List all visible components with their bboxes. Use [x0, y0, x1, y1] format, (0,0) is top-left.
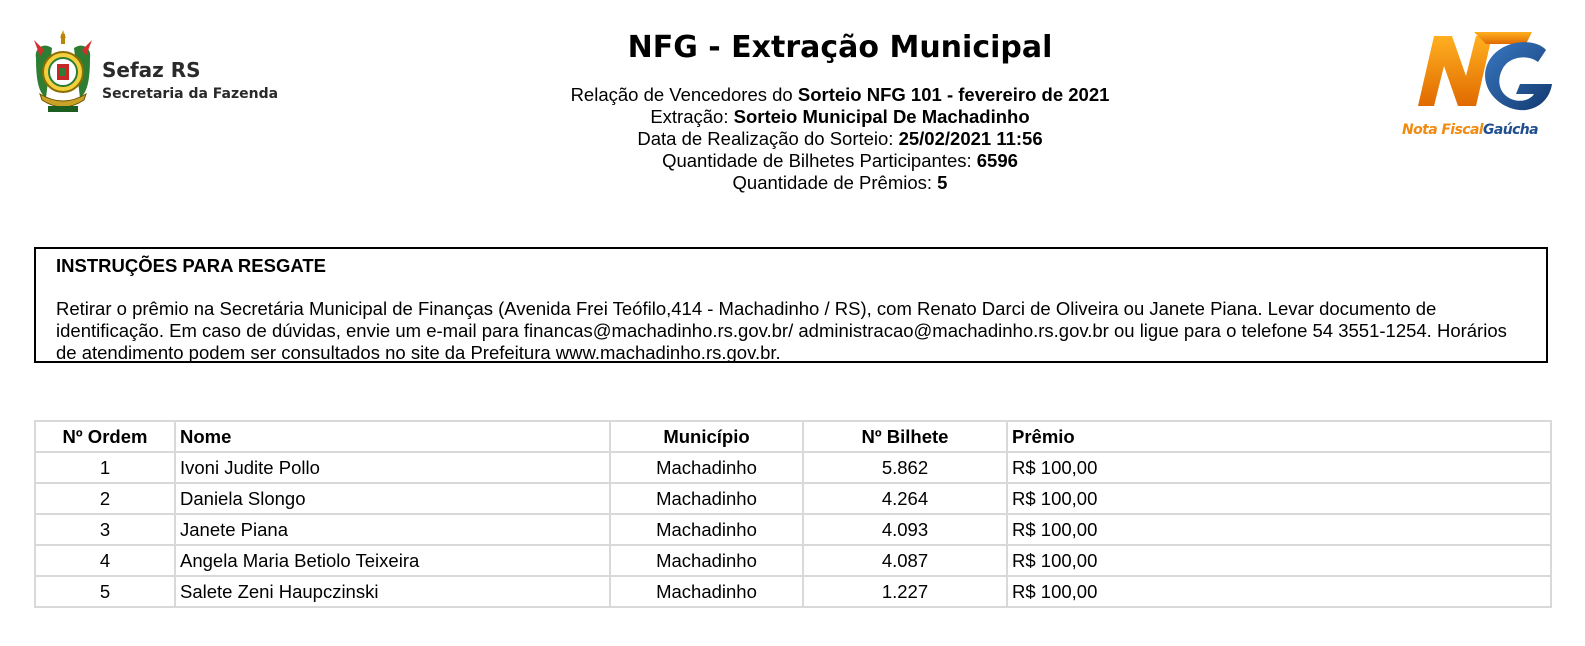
info-line-tickets — [300, 150, 1380, 172]
cell-name: Salete Zeni Haupczinski — [175, 576, 610, 607]
cell-prize: R$ 100,00 — [1007, 545, 1551, 576]
info-line-date — [300, 128, 1380, 150]
nfg-logo — [1400, 28, 1560, 148]
header-prize: Prêmio — [1007, 421, 1551, 452]
table-row — [35, 545, 1551, 576]
cell-order: 3 — [35, 514, 175, 545]
cell-order: 5 — [35, 576, 175, 607]
instructions-box — [34, 247, 1548, 363]
tickets-label: Quantidade de Bilhetes Participantes: — [662, 150, 977, 171]
table-header-row — [35, 421, 1551, 452]
info-line-draw — [300, 84, 1380, 106]
cell-name: Ivoni Judite Pollo — [175, 452, 610, 483]
instructions-text: Retirar o prêmio na Secretária Municipal de Finanças (Avenida Frei Teófilo,414 - Machadinho / RS), com Renato Darci de Oliveira ou Janete Piana. Levar documento de identificação. Em caso de dúvidas, envie um e-mail para financas@machadinho.rs.gov.br/ administracao@machadinho.rs.gov.br ou ligue para o telefone 54 3551-1254. Horários de atendimento podem ser consultados no site da Prefeitura www.machadinho.rs.gov.br. — [56, 298, 1507, 363]
cell-ticket: 5.862 — [803, 452, 1007, 483]
instructions-title: INSTRUÇÕES PARA RESGATE — [56, 255, 326, 276]
prizes-label: Quantidade de Prêmios: — [732, 172, 938, 193]
table-row — [35, 514, 1551, 545]
nfg-logo-icon — [1408, 28, 1558, 120]
date-value: 25/02/2021 11:56 — [898, 128, 1043, 149]
winners-table — [34, 420, 1552, 608]
cell-ticket: 4.264 — [803, 483, 1007, 514]
cell-municipality: Machadinho — [610, 483, 803, 514]
cell-name: Daniela Slongo — [175, 483, 610, 514]
cell-name: Angela Maria Betiolo Teixeira — [175, 545, 610, 576]
nfg-caption-part1: Nota Fiscal — [1402, 122, 1483, 138]
page-title: NFG - Extração Municipal — [627, 30, 1053, 65]
table-row — [35, 452, 1551, 483]
header-order: Nº Ordem — [35, 421, 175, 452]
sefaz-title: Sefaz RS — [102, 58, 201, 82]
cell-order: 4 — [35, 545, 175, 576]
cell-prize: R$ 100,00 — [1007, 483, 1551, 514]
table-row — [35, 483, 1551, 514]
cell-prize: R$ 100,00 — [1007, 576, 1551, 607]
cell-order: 1 — [35, 452, 175, 483]
sefaz-logo — [30, 28, 290, 118]
cell-prize: R$ 100,00 — [1007, 452, 1551, 483]
prizes-value: 5 — [937, 172, 948, 193]
rs-coat-of-arms-icon — [30, 28, 96, 114]
draw-label: Relação de Vencedores do — [570, 84, 798, 105]
cell-ticket: 4.093 — [803, 514, 1007, 545]
header-ticket: Nº Bilhete — [803, 421, 1007, 452]
cell-municipality: Machadinho — [610, 545, 803, 576]
extraction-value: Sorteio Municipal De Machadinho — [733, 106, 1030, 127]
date-label: Data de Realização do Sorteio: — [637, 128, 899, 149]
cell-prize: R$ 100,00 — [1007, 514, 1551, 545]
table-row — [35, 576, 1551, 607]
sefaz-subtitle: Secretaria da Fazenda — [102, 86, 279, 102]
draw-value: Sorteio NFG 101 - fevereiro de 2021 — [797, 84, 1110, 105]
nfg-caption-part2: Gaúcha — [1483, 122, 1539, 138]
info-line-prizes — [300, 172, 1380, 194]
nfg-caption — [1402, 122, 1562, 138]
cell-ticket: 1.227 — [803, 576, 1007, 607]
tickets-value: 6596 — [976, 150, 1018, 171]
cell-ticket: 4.087 — [803, 545, 1007, 576]
cell-municipality: Machadinho — [610, 576, 803, 607]
cell-order: 2 — [35, 483, 175, 514]
report-header — [300, 26, 1380, 194]
cell-name: Janete Piana — [175, 514, 610, 545]
header-municipality: Município — [610, 421, 803, 452]
info-line-extraction — [300, 106, 1380, 128]
extraction-label: Extração: — [650, 106, 734, 127]
header-name: Nome — [175, 421, 610, 452]
cell-municipality: Machadinho — [610, 514, 803, 545]
cell-municipality: Machadinho — [610, 452, 803, 483]
